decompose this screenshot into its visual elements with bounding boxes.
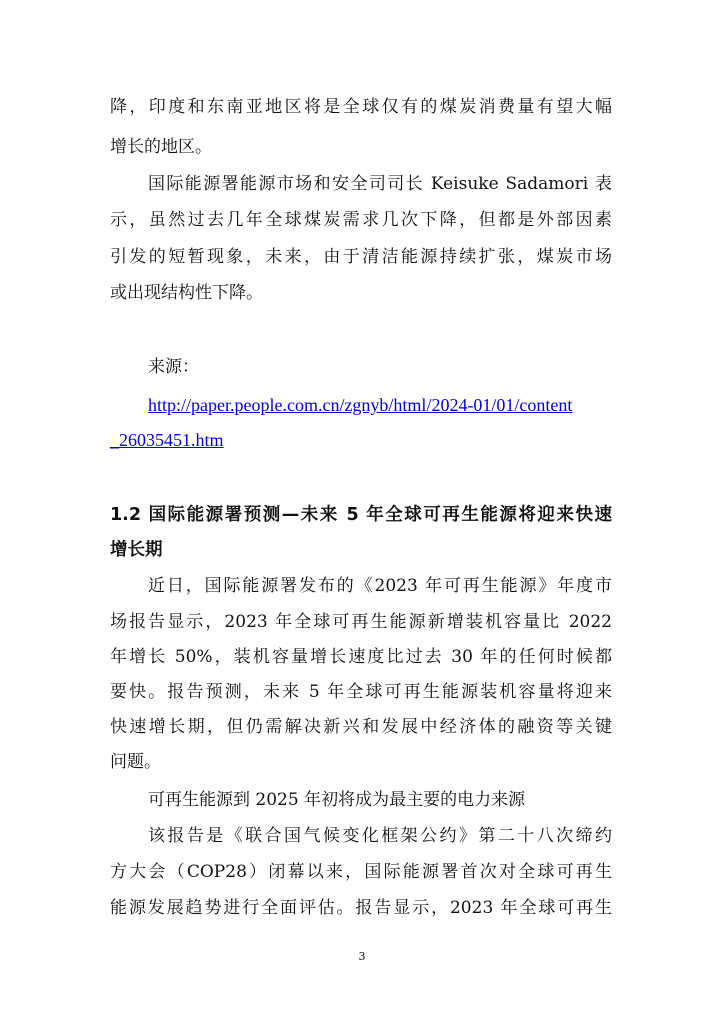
text-line: 场报告显示，2023 年全球可再生能源新增装机容量比 2022	[110, 612, 612, 632]
subheading: 可再生能源到 2025 年初将成为最主要的电力来源	[148, 790, 526, 810]
source-label: 来源：	[148, 357, 199, 377]
text-line: 近日，国际能源署发布的《2023 年可再生能源》年度市	[148, 576, 612, 596]
text-line: 方大会（COP28）闭幕以来，国际能源署首次对全球可再生	[110, 862, 612, 882]
text-line: 示，虽然过去几年全球煤炭需求几次下降，但都是外部因素	[110, 210, 612, 230]
source-link-continued[interactable]: _26035451.htm	[110, 430, 224, 450]
text-line: 快速增长期，但仍需解决新兴和发展中经济体的融资等关键	[110, 717, 612, 737]
text-line: 要快。报告预测，未来 5 年全球可再生能源装机容量将迎来	[110, 682, 612, 702]
text-line: 增长的地区。	[110, 137, 212, 157]
heading-line: 1.2 国际能源署预测—未来 5 年全球可再生能源将迎来快速	[110, 505, 612, 525]
text-line: 问题。	[110, 752, 161, 772]
source-link[interactable]: http://paper.people.com.cn/zgnyb/html/2024-01/01/content	[148, 395, 573, 415]
text-line: 引发的短暂现象，未来，由于清洁能源持续扩张，煤炭市场	[110, 247, 612, 267]
text-line: 该报告是《联合国气候变化框架公约》第二十八次缔约	[148, 826, 612, 846]
text-line: 年增长 50%，装机容量增长速度比过去 30 年的任何时候都	[110, 647, 612, 667]
text-line: 能源发展趋势进行全面评估。报告显示，2023 年全球可再生	[110, 898, 612, 918]
page-number: 3	[358, 950, 366, 963]
text-line: 降，印度和东南亚地区将是全球仅有的煤炭消费量有望大幅	[110, 97, 612, 117]
heading-line: 增长期	[110, 540, 163, 560]
text-line: 国际能源署能源市场和安全司司长 Keisuke Sadamori 表	[148, 174, 612, 194]
text-line: 或出现结构性下降。	[110, 283, 263, 303]
